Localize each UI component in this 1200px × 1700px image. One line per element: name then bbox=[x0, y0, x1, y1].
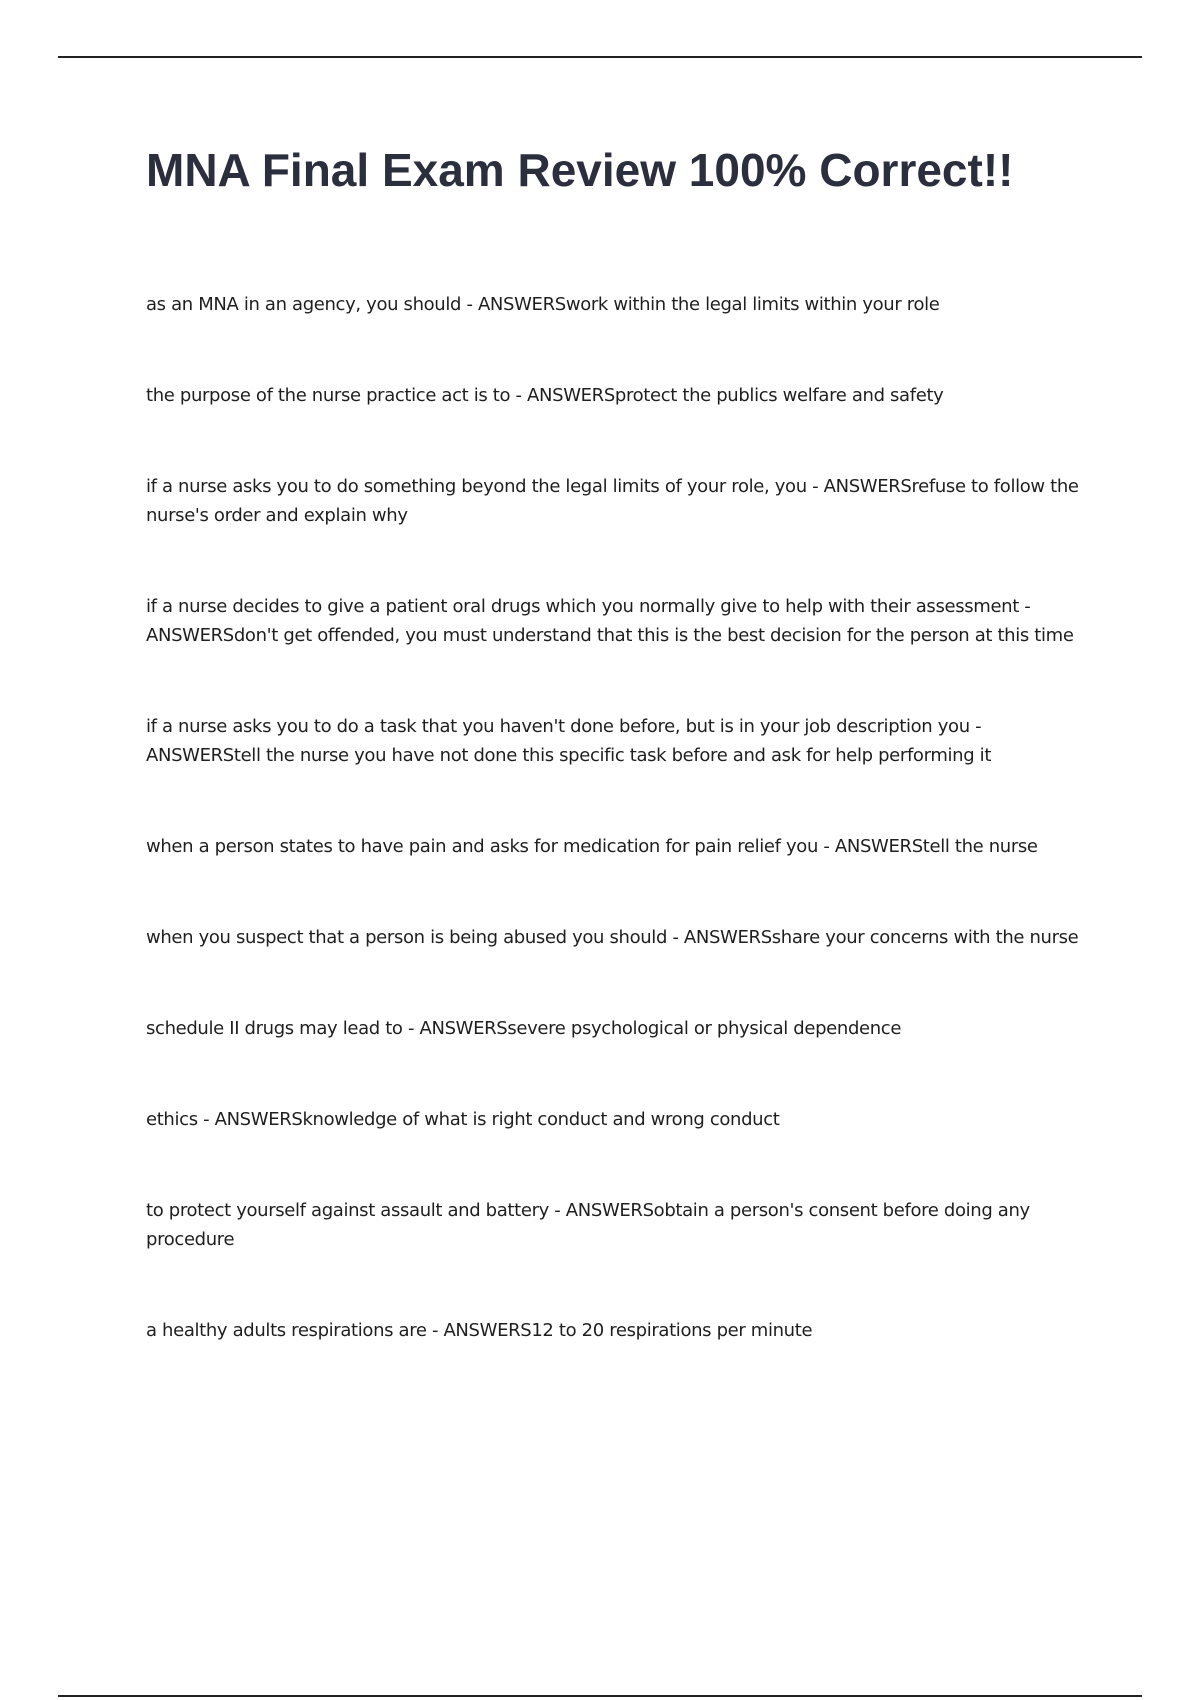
qa-item-2: the purpose of the nurse practice act is to - ANSWERSprotect the publics welfare and safety bbox=[146, 385, 944, 406]
qa-item-7: when you suspect that a person is being abused you should - ANSWERSshare your concerns with the nurse bbox=[146, 927, 1079, 948]
qa-item-8: schedule II drugs may lead to - ANSWERSsevere psychological or physical dependence bbox=[146, 1018, 902, 1039]
qa-item-11: a healthy adults respirations are - ANSWERS12 to 20 respirations per minute bbox=[146, 1320, 813, 1341]
qa-list bbox=[146, 290, 1086, 1345]
qa-item-5: if a nurse asks you to do a task that you haven't done before, but is in your job description you - ANSWERStell the nurse you have not done this specific task before and ask for help performing it bbox=[146, 716, 992, 766]
page-title: MNA Final Exam Review 100% Correct!! bbox=[146, 144, 1014, 196]
qa-item-6: when a person states to have pain and asks for medication for pain relief you - ANSWERStell the nurse bbox=[146, 836, 1038, 857]
qa-item-3: if a nurse asks you to do something beyond the legal limits of your role, you - ANSWERSrefuse to follow the nurse's order and explain why bbox=[146, 476, 1079, 526]
qa-item-1: as an MNA in an agency, you should - ANSWERSwork within the legal limits within your role bbox=[146, 294, 940, 315]
qa-item-9: ethics - ANSWERSknowledge of what is right conduct and wrong conduct bbox=[146, 1109, 780, 1130]
top-rule bbox=[58, 56, 1142, 58]
bottom-rule bbox=[58, 1695, 1142, 1697]
qa-item-10: to protect yourself against assault and battery - ANSWERSobtain a person's consent before doing any procedure bbox=[146, 1200, 1030, 1250]
qa-item-4: if a nurse decides to give a patient oral drugs which you normally give to help with their assessment - ANSWERSdon't get offended, you must understand that this is the best decision for the person at this time bbox=[146, 596, 1074, 646]
